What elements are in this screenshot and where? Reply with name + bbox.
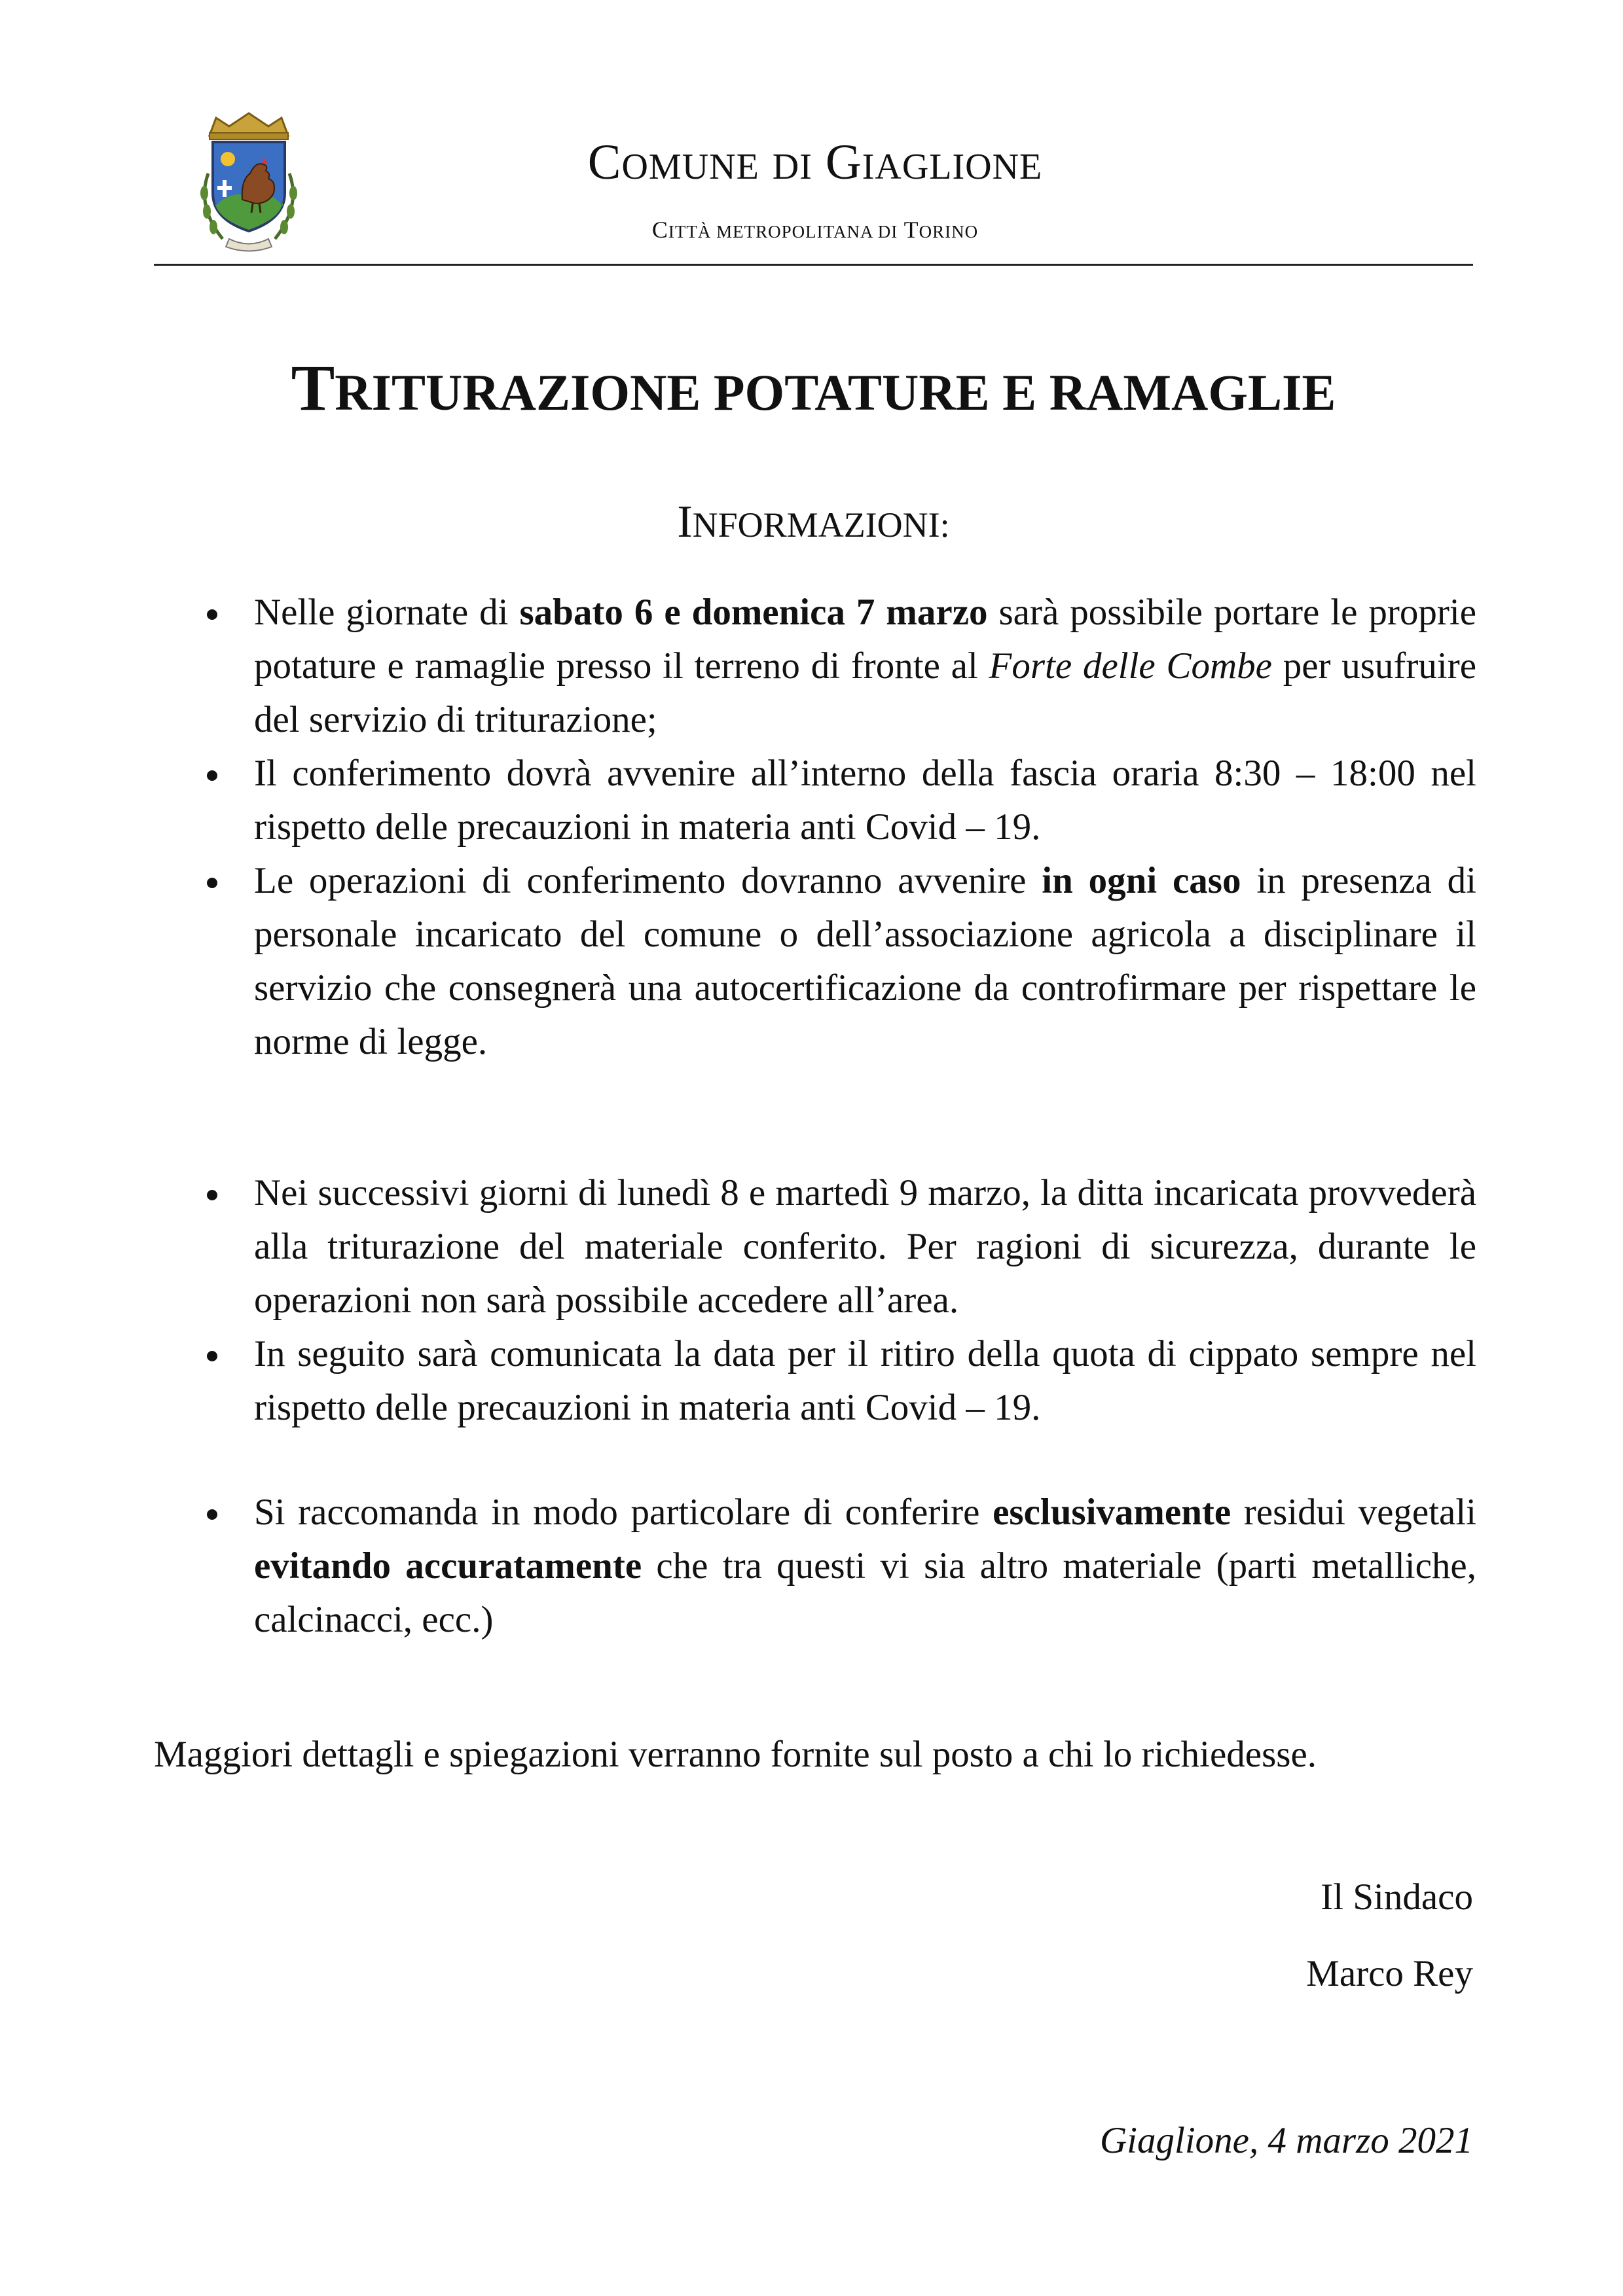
info-list-shredding: [254, 1166, 1476, 1435]
info-list-recommendation: [254, 1486, 1476, 1647]
list-item: Nelle giornate di sabato 6 e domenica 7 marzo sarà possibile portare le proprie potature e ramaglie presso il terreno di fronte al Forte delle Combe per usufruire del servizio di triturazione;: [254, 586, 1476, 747]
list-item: Si raccomanda in modo particolare di conferire esclusivamente residui vegetali evitando accuratamente che tra questi vi sia altro materiale (parti metalliche, calcinacci, ecc.): [254, 1486, 1476, 1647]
metropolitan-city: CITTÀ METROPOLITANA DI TORINO: [651, 217, 979, 243]
list-item: In seguito sarà comunicata la data per il ritiro della quota di cippato sempre nel rispetto delle precauzioni in materia anti Covid – 19.: [254, 1327, 1476, 1435]
section-heading: INFORMAZIONI:: [677, 497, 950, 547]
list-item: Il conferimento dovrà avvenire all’interno della fascia oraria 8:30 – 18:00 nel rispetto delle precauzioni in materia anti Covid – 19.: [254, 747, 1476, 854]
comune-name: COMUNE DI GIAGLIONE: [587, 135, 1043, 190]
signature-role: Il Sindaco: [1321, 1876, 1473, 1918]
list-item: Nei successivi giorni di lunedì 8 e martedì 9 marzo, la ditta incaricata provvederà alla triturazione del materiale conferito. Per ragioni di sicurezza, durante le operazioni non sarà possibile accedere all’area.: [254, 1166, 1476, 1327]
info-list-delivery: [254, 586, 1476, 1069]
signature-name: Marco Rey: [1306, 1953, 1473, 1994]
document-title: TRITURAZIONE POTATURE E RAMAGLIE: [291, 351, 1336, 424]
document-date: Giaglione, 4 marzo 2021: [1100, 2120, 1473, 2161]
list-item: Le operazioni di conferimento dovranno avvenire in ogni caso in presenza di personale incaricato del comune o dell’associazione agricola a disciplinare il servizio che consegnerà una autocertificazione da controfirmare per rispettare le norme di legge.: [254, 854, 1476, 1069]
coat-of-arms-icon: [190, 108, 308, 255]
header-divider: [154, 264, 1473, 266]
details-note: Maggiori dettagli e spiegazioni verranno fornite sul posto a chi lo richiedesse.: [154, 1734, 1317, 1775]
